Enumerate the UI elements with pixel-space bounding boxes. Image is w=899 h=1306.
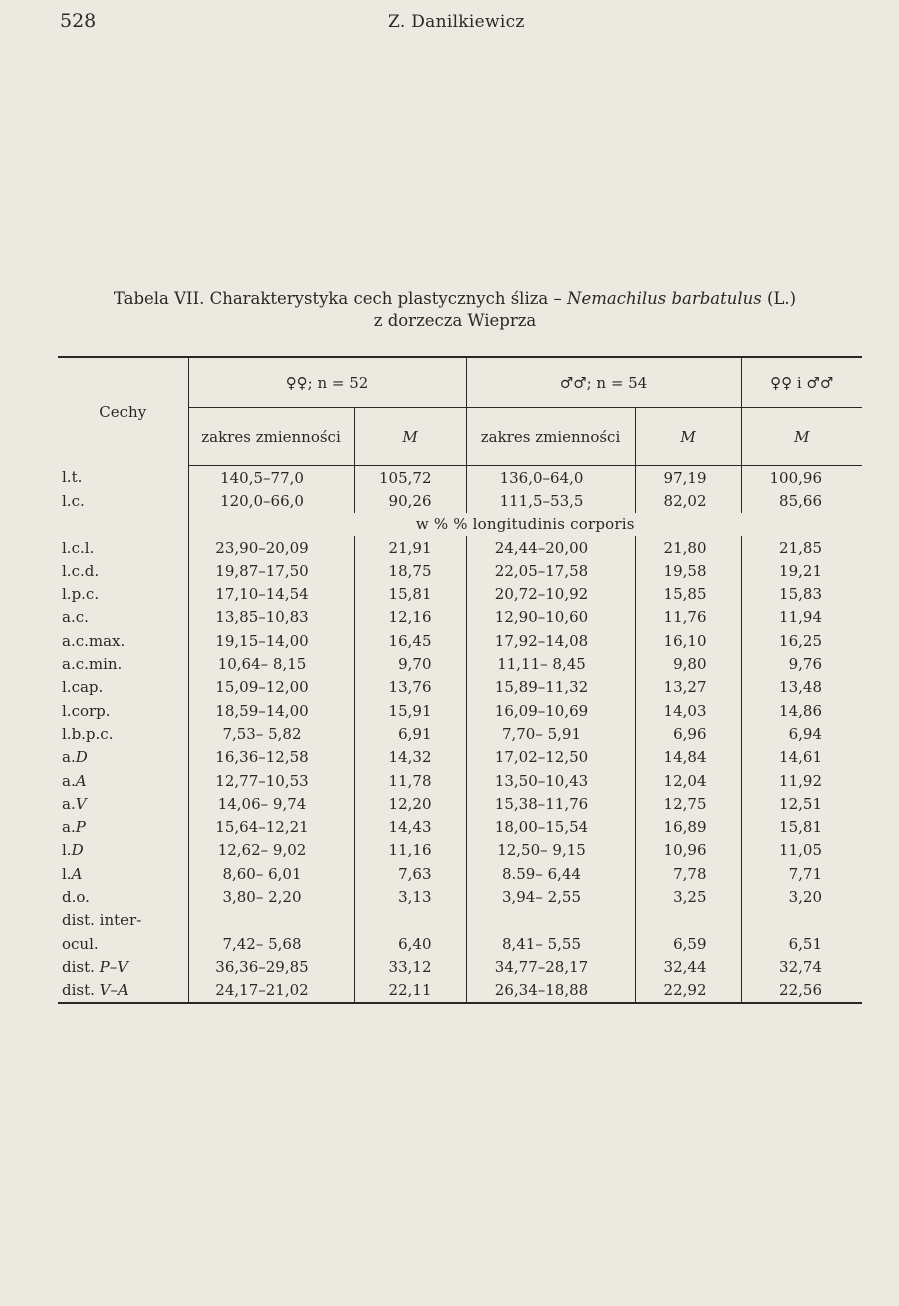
males-range: 8,41– 5,55 xyxy=(466,932,635,955)
row-label: l.A xyxy=(58,862,188,885)
row-label: a.c. xyxy=(58,606,188,629)
header-range-females: zakres zmienności xyxy=(188,408,354,466)
row-label: dist. inter- xyxy=(58,909,188,932)
females-mean: 11,78 xyxy=(354,769,466,792)
label-letter: V xyxy=(117,957,129,976)
males-range: 12,90–10,60 xyxy=(466,606,635,629)
table-row xyxy=(58,536,862,559)
females-mean: 14,32 xyxy=(354,746,466,769)
all-mean: 9,76 xyxy=(788,655,822,674)
percent-note-row xyxy=(58,513,862,536)
table-row xyxy=(58,815,862,838)
females-mean: 12,20 xyxy=(354,792,466,815)
females-mean: 16,45 xyxy=(354,629,466,652)
row-label: l.c.l. xyxy=(58,536,188,559)
running-head: Z. Danilkiewicz xyxy=(388,12,525,32)
row-label: a.A xyxy=(58,769,188,792)
table-row xyxy=(58,489,862,512)
table-row xyxy=(58,699,862,722)
males-range: 34,77–28,17 xyxy=(466,955,635,978)
females-mean: 13,76 xyxy=(354,676,466,699)
males-range xyxy=(466,909,635,932)
females-mean: 15,81 xyxy=(354,582,466,605)
mean-symbol: M xyxy=(402,427,418,446)
females-mean: 6,40 xyxy=(354,932,466,955)
males-range: 8.59– 6,44 xyxy=(466,862,635,885)
table-caption xyxy=(40,288,870,332)
females-range: 12,77–10,53 xyxy=(188,769,354,792)
females-mean: 14,43 xyxy=(354,815,466,838)
females-range: 19,15–14,00 xyxy=(188,629,354,652)
caption-prefix: Tabela VII. Charakterystyka cech plastycznych śliza – xyxy=(113,289,562,308)
males-range: 12,50– 9,15 xyxy=(466,839,635,862)
table-row xyxy=(58,746,862,769)
males-range: 3,94– 2,55 xyxy=(466,885,635,908)
caption-line-1 xyxy=(40,288,870,310)
row-label: l.c.d. xyxy=(58,559,188,582)
header-cechy: Cechy xyxy=(58,358,188,466)
females-range: 13,85–10,83 xyxy=(188,606,354,629)
females-range: 17,10–14,54 xyxy=(188,582,354,605)
all-mean: 11,92 xyxy=(779,771,822,790)
data-table xyxy=(58,356,862,1004)
all-mean: 15,81 xyxy=(779,818,822,837)
females-mean: 6,91 xyxy=(354,722,466,745)
row-label: l.D xyxy=(58,839,188,862)
table-row xyxy=(58,862,862,885)
table-row xyxy=(58,676,862,699)
females-mean: 7,63 xyxy=(354,862,466,885)
table-row xyxy=(58,839,862,862)
females-mean: 9,70 xyxy=(354,652,466,675)
males-mean: 14,03 xyxy=(635,699,741,722)
females-range: 8,60– 6,01 xyxy=(188,862,354,885)
females-range: 15,64–12,21 xyxy=(188,815,354,838)
males-mean: 9,80 xyxy=(635,652,741,675)
males-mean: 7,78 xyxy=(635,862,741,885)
males-mean: 19,58 xyxy=(635,559,741,582)
males-mean: 21,80 xyxy=(635,536,741,559)
all-mean: 11,05 xyxy=(779,841,822,860)
males-range: 17,92–14,08 xyxy=(466,629,635,652)
row-label: l.corp. xyxy=(58,699,188,722)
females-range: 12,62– 9,02 xyxy=(188,839,354,862)
females-range: 10,64– 8,15 xyxy=(188,652,354,675)
label-letter: D xyxy=(71,841,84,860)
header-mean-females xyxy=(354,408,466,466)
females-range: 14,06– 9,74 xyxy=(188,792,354,815)
males-mean: 82,02 xyxy=(635,489,741,512)
males-range: 16,09–10,69 xyxy=(466,699,635,722)
caption-line-2: z dorzecza Wieprza xyxy=(373,311,537,330)
females-mean: 33,12 xyxy=(354,955,466,978)
males-mean: 16,89 xyxy=(635,815,741,838)
label-letter: A xyxy=(75,771,87,790)
table-row xyxy=(58,885,862,908)
table-row xyxy=(58,559,862,582)
females-mean: 18,75 xyxy=(354,559,466,582)
all-mean: 85,66 xyxy=(779,491,822,510)
table-row xyxy=(58,466,862,490)
females-mean: 22,11 xyxy=(354,979,466,1003)
females-range xyxy=(188,909,354,932)
males-mean: 97,19 xyxy=(635,466,741,490)
males-range: 24,44–20,00 xyxy=(466,536,635,559)
absolute-rows xyxy=(58,466,862,513)
row-label: a.D xyxy=(58,746,188,769)
header-group-males: ♂♂; n = 54 xyxy=(466,358,741,408)
females-range: 3,80– 2,20 xyxy=(188,885,354,908)
row-label: l.b.p.c. xyxy=(58,722,188,745)
females-range: 36,36–29,85 xyxy=(188,955,354,978)
all-mean: 15,83 xyxy=(779,585,822,604)
row-label: ocul. xyxy=(58,932,188,955)
row-label: l.t. xyxy=(58,466,188,490)
mean-symbol: M xyxy=(794,427,810,446)
table-row xyxy=(58,932,862,955)
males-mean: 16,10 xyxy=(635,629,741,652)
table-row xyxy=(58,979,862,1003)
row-label: a.P xyxy=(58,815,188,838)
table-row xyxy=(58,606,862,629)
all-mean: 6,94 xyxy=(788,724,822,743)
table-row xyxy=(58,909,862,932)
males-range: 26,34–18,88 xyxy=(466,979,635,1003)
table-row xyxy=(58,769,862,792)
males-range: 17,02–12,50 xyxy=(466,746,635,769)
males-range: 7,70– 5,91 xyxy=(466,722,635,745)
table-row xyxy=(58,955,862,978)
all-mean: 3,20 xyxy=(788,887,822,906)
header-group-females: ♀♀; n = 52 xyxy=(188,358,466,408)
females-mean: 105,72 xyxy=(354,466,466,490)
label-letter: V xyxy=(75,794,87,813)
females-range: 7,42– 5,68 xyxy=(188,932,354,955)
all-mean: 21,85 xyxy=(779,538,822,557)
males-mean: 14,84 xyxy=(635,746,741,769)
females-range: 23,90–20,09 xyxy=(188,536,354,559)
males-mean: 11,76 xyxy=(635,606,741,629)
mean-symbol: M xyxy=(680,427,696,446)
males-range: 22,05–17,58 xyxy=(466,559,635,582)
all-mean: 32,74 xyxy=(779,957,822,976)
males-range: 111,5–53,5 xyxy=(466,489,635,512)
all-mean: 100,96 xyxy=(769,468,822,487)
males-mean: 3,25 xyxy=(635,885,741,908)
row-label: l.p.c. xyxy=(58,582,188,605)
label-letter: A xyxy=(71,864,83,883)
females-range: 7,53– 5,82 xyxy=(188,722,354,745)
males-mean: 12,75 xyxy=(635,792,741,815)
females-range: 16,36–12,58 xyxy=(188,746,354,769)
table-row xyxy=(58,629,862,652)
page-number: 528 xyxy=(60,10,97,32)
males-mean: 15,85 xyxy=(635,582,741,605)
table-row xyxy=(58,582,862,605)
males-mean: 12,04 xyxy=(635,769,741,792)
row-label: a.c.min. xyxy=(58,652,188,675)
males-range: 15,38–11,76 xyxy=(466,792,635,815)
males-mean: 6,59 xyxy=(635,932,741,955)
males-range: 13,50–10,43 xyxy=(466,769,635,792)
females-mean xyxy=(354,909,466,932)
males-mean: 32,44 xyxy=(635,955,741,978)
males-range: 15,89–11,32 xyxy=(466,676,635,699)
row-label: d.o. xyxy=(58,885,188,908)
label-letter: P xyxy=(99,957,110,976)
males-range: 136,0–64,0 xyxy=(466,466,635,490)
females-range: 140,5–77,0 xyxy=(188,466,354,490)
header-range-males: zakres zmienności xyxy=(466,408,635,466)
females-range: 18,59–14,00 xyxy=(188,699,354,722)
females-mean: 12,16 xyxy=(354,606,466,629)
caption-species: Nemachilus barbatulus xyxy=(567,289,762,308)
all-mean: 11,94 xyxy=(779,608,822,627)
all-mean: 12,51 xyxy=(779,794,822,813)
table-row xyxy=(58,652,862,675)
label-letter: A xyxy=(118,981,129,1000)
females-mean: 3,13 xyxy=(354,885,466,908)
females-mean: 15,91 xyxy=(354,699,466,722)
caption-suffix: (L.) xyxy=(767,289,797,308)
label-letter: V xyxy=(99,981,111,1000)
all-mean: 22,56 xyxy=(779,981,822,1000)
females-range: 19,87–17,50 xyxy=(188,559,354,582)
percent-rows xyxy=(58,536,862,1003)
all-mean: 6,51 xyxy=(788,934,822,953)
percent-note: w % % longitudinis corporis xyxy=(415,515,635,534)
row-label: dist. V–A xyxy=(58,979,188,1003)
females-range: 24,17–21,02 xyxy=(188,979,354,1003)
males-range: 11,11– 8,45 xyxy=(466,652,635,675)
all-mean: 13,48 xyxy=(779,678,822,697)
table-row xyxy=(58,792,862,815)
header-mean-both xyxy=(741,408,862,466)
row-label: l.c. xyxy=(58,489,188,512)
table-row xyxy=(58,722,862,745)
header-mean-males xyxy=(635,408,741,466)
row-label: a.c.max. xyxy=(58,629,188,652)
males-mean: 10,96 xyxy=(635,839,741,862)
label-letter: P xyxy=(75,818,86,837)
all-mean: 19,21 xyxy=(779,561,822,580)
females-range: 120,0–66,0 xyxy=(188,489,354,512)
males-mean: 22,92 xyxy=(635,979,741,1003)
all-mean: 16,25 xyxy=(779,631,822,650)
all-mean: 14,61 xyxy=(779,748,822,767)
females-mean: 90,26 xyxy=(354,489,466,512)
header-group-both: ♀♀ i ♂♂ xyxy=(741,358,862,408)
males-mean xyxy=(635,909,741,932)
males-mean: 6,96 xyxy=(635,722,741,745)
females-mean: 11,16 xyxy=(354,839,466,862)
row-label: l.cap. xyxy=(58,676,188,699)
all-mean: 7,71 xyxy=(788,864,822,883)
females-mean: 21,91 xyxy=(354,536,466,559)
females-range: 15,09–12,00 xyxy=(188,676,354,699)
row-label: a.V xyxy=(58,792,188,815)
all-mean xyxy=(741,909,862,932)
row-label: dist. P–V xyxy=(58,955,188,978)
percent-note-label-cell xyxy=(58,513,188,536)
males-mean: 13,27 xyxy=(635,676,741,699)
all-mean: 14,86 xyxy=(779,701,822,720)
males-range: 18,00–15,54 xyxy=(466,815,635,838)
label-letter: D xyxy=(75,748,88,767)
males-range: 20,72–10,92 xyxy=(466,582,635,605)
